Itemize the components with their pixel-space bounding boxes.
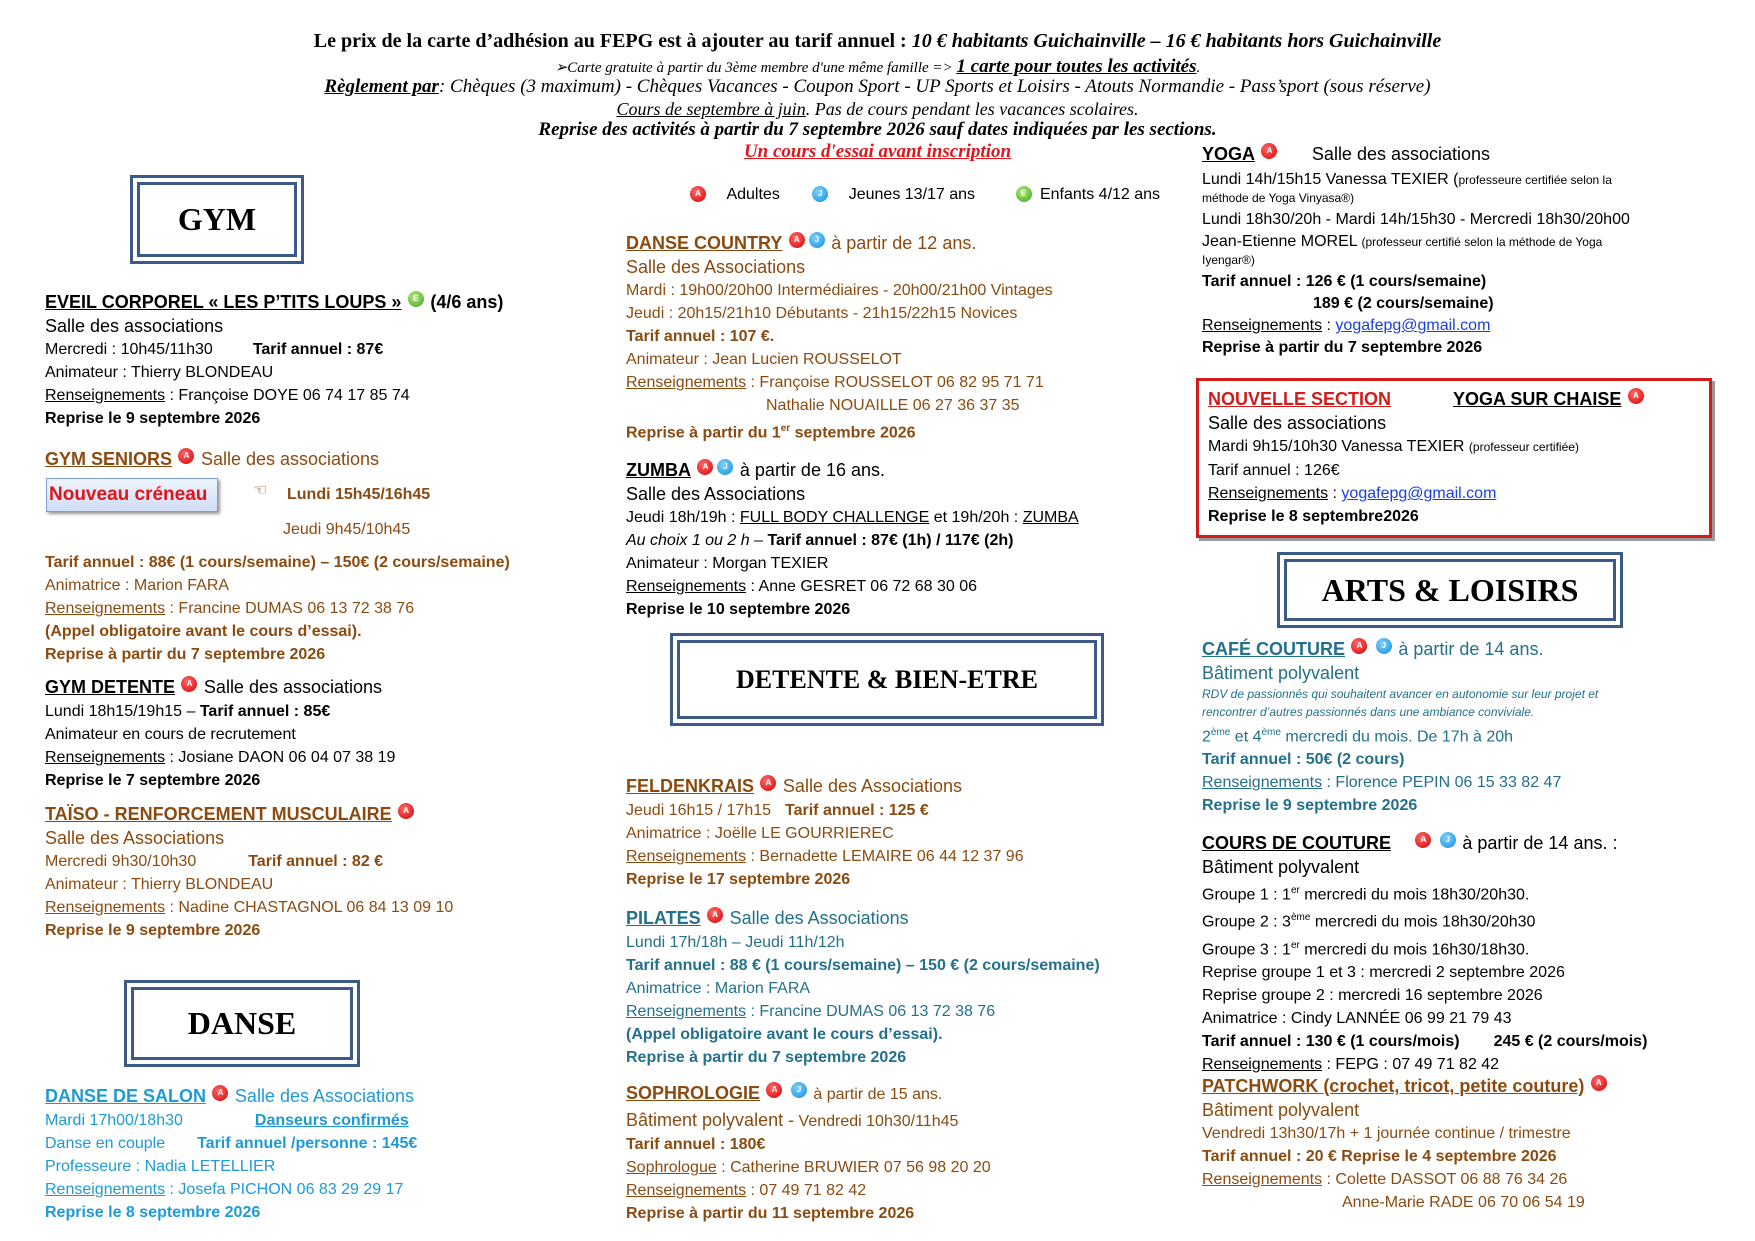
gym-detente-tarif: Tarif annuel : 85€	[199, 703, 331, 720]
salon-couple: Danse en couple	[45, 1135, 166, 1152]
adult-badge-icon: A	[690, 186, 706, 202]
eveil-salle: Salle des associations	[45, 316, 224, 336]
couture-tarif-1: Tarif annuel : 130 € (1 cours/mois)	[1202, 1032, 1460, 1050]
yoga-cert-2b: Iyengar®)	[1202, 253, 1255, 267]
gym-detente-reprise: Reprise le 7 septembre 2026	[45, 772, 261, 789]
chaise-tarif: Tarif annuel : 126€	[1208, 462, 1340, 479]
eveil-contact: : Françoise DOYE 06 74 17 85 74	[165, 387, 410, 404]
country-reprise-text: Reprise à partir du 1	[626, 424, 781, 442]
gym-detente-salle: Salle des associations	[203, 677, 383, 697]
eveil-animateur: Animateur : Thierry BLONDEAU	[45, 364, 274, 381]
cafe-desc-1: RDV de passionnés qui souhaitent avancer en autonomie sur leur projet et	[1202, 687, 1599, 701]
eveil-reprise: Reprise le 9 septembre 2026	[45, 410, 261, 427]
adult-badge-icon: A	[760, 775, 776, 791]
arts-section-title: ARTS & LOISIRS	[1277, 552, 1623, 628]
child-badge-icon: E	[408, 291, 424, 307]
patchwork-contact-1: : Colette DASSOT 06 88 76 34 26	[1322, 1171, 1568, 1188]
sophro-salle: Bâtiment polyvalent -	[626, 1110, 795, 1130]
feldenkrais-section	[626, 775, 1024, 891]
chaise-reprise: Reprise le 8 septembre2026	[1208, 508, 1419, 525]
rens-label: Renseignements	[1202, 317, 1323, 334]
yoga-salle: Salle des associations	[1311, 144, 1491, 164]
country-animateur: Animateur : Jean Lucien ROUSSELOT	[626, 351, 902, 368]
patchwork-section	[1202, 1075, 1609, 1214]
rens-label: Renseignements	[626, 578, 747, 595]
gym-detente-horaire: Lundi 18h15/19h15 –	[45, 703, 196, 720]
payment-label: Règlement par	[324, 76, 439, 97]
legend-enfants: Enfants 4/12 ans	[1039, 186, 1161, 203]
rens-label: Renseignements	[45, 387, 166, 404]
country-reprise	[626, 417, 1053, 444]
youth-badge-icon: J	[791, 1082, 807, 1098]
feldenkrais-reprise: Reprise le 17 septembre 2026	[626, 871, 851, 888]
country-horaire-mardi: Mardi : 19h00/20h00 Intermédiaires - 20h00/21h00 Vintages	[626, 282, 1053, 299]
chaise-cert: (professeur certifiée)	[1468, 440, 1579, 454]
taiso-section	[45, 803, 453, 942]
nouveau-creneau-label: Nouveau créneau	[49, 484, 208, 505]
couture-animatrice: Animatrice : Cindy LANNÉE 06 99 21 79 43	[1202, 1009, 1512, 1027]
gym-seniors-title: GYM SENIORS	[45, 449, 173, 469]
youth-badge-icon: J	[812, 186, 828, 202]
cafe-age: à partir de 14 ans.	[1398, 639, 1544, 659]
header-reprise: Reprise des activités à partir du 7 septembre 2026 sauf dates indiquées par les sections.	[538, 119, 1217, 140]
couture-g2-label: Groupe 2 : 3	[1202, 913, 1291, 931]
cours-couture-section	[1202, 832, 1647, 1076]
feldenkrais-tarif: Tarif annuel : 125 €	[785, 802, 929, 819]
couture-tarif-2: 245 € (2 cours/mois)	[1493, 1032, 1648, 1050]
sophro-contact: : 07 49 71 82 42	[746, 1182, 867, 1199]
sophro-reprise: Reprise à partir du 11 septembre 2026	[626, 1205, 915, 1222]
header-prices: 10 € habitants Guichainville – 16 € habitants hors Guichainville	[911, 30, 1442, 52]
rens-label: Renseignements	[45, 600, 166, 617]
pilates-reprise: Reprise à partir du 7 septembre 2026	[626, 1049, 907, 1066]
rens-label: Renseignements	[1208, 485, 1329, 502]
salon-horaire: Mardi 17h00/18h30	[45, 1112, 183, 1129]
gym-detente-animateur: Animateur en cours de recrutement	[45, 726, 296, 743]
taiso-reprise: Reprise le 9 septembre 2026	[45, 922, 261, 939]
nouvelle-section-label: NOUVELLE SECTION	[1208, 389, 1392, 409]
eveil-tarif: Tarif annuel : 87€	[252, 341, 384, 358]
country-tarif: Tarif annuel : 107 €.	[626, 328, 775, 345]
youth-badge-icon: J	[717, 459, 733, 475]
nouveau-creneau-badge	[46, 478, 218, 512]
patchwork-tarif: Tarif annuel : 20 € Reprise le 4 septembre 2026	[1202, 1148, 1557, 1165]
rens-label: Renseignements	[626, 374, 747, 391]
sophro-professeur: : Catherine BRUWIER 07 56 98 20 20	[716, 1159, 991, 1176]
pilates-salle: Salle des Associations	[729, 908, 909, 928]
couture-title: COURS DE COUTURE	[1202, 833, 1392, 853]
patchwork-title: PATCHWORK (crochet, tricot, petite couture)	[1202, 1076, 1585, 1096]
pilates-horaire: Lundi 17h/18h – Jeudi 11h/12h	[626, 934, 845, 951]
pilates-title: PILATES	[626, 908, 701, 928]
salon-professeure: Professeure : Nadia LETELLIER	[45, 1158, 276, 1175]
danse-salon-section	[45, 1085, 417, 1224]
yoga-cert-1: professeure certifiée selon la	[1458, 173, 1612, 187]
gym-seniors-salle: Salle des associations	[200, 449, 380, 469]
zumba-title: ZUMBA	[626, 460, 691, 480]
adult-badge-icon: A	[181, 676, 197, 692]
zumba-contact: : Anne GESRET 06 72 68 30 06	[746, 578, 978, 595]
detente-section-title: DETENTE & BIEN-ETRE	[670, 633, 1104, 726]
cafe-tarif: Tarif annuel : 50€ (2 cours)	[1202, 751, 1405, 769]
country-reprise-sup: er	[780, 423, 791, 434]
adult-badge-icon: A	[178, 448, 194, 464]
cafe-date-b: et 4	[1230, 728, 1262, 746]
country-reprise-date: septembre 2026	[790, 424, 916, 442]
feldenkrais-horaire: Jeudi 16h15 / 17h15	[626, 802, 772, 819]
pilates-appel: (Appel obligatoire avant le cours d’essai).	[626, 1026, 943, 1043]
country-title: DANSE COUNTRY	[626, 233, 783, 253]
adult-badge-icon: A	[212, 1085, 228, 1101]
eveil-horaire: Mercredi : 10h45/11h30	[45, 341, 213, 358]
chaise-horaire: Mardi 9h15/10h30 Vanessa TEXIER	[1208, 438, 1469, 455]
yoga-reprise: Reprise à partir du 7 septembre 2026	[1202, 339, 1483, 356]
patchwork-contact-2: Anne-Marie RADE 06 70 06 54 19	[1342, 1194, 1585, 1211]
season-text: Cours de septembre à juin	[616, 99, 806, 119]
country-contact-1: : Françoise ROUSSELOT 06 82 95 71 71	[746, 374, 1044, 391]
rens-label: Renseignements	[626, 848, 747, 865]
couture-reprise-2: Reprise groupe 2 : mercredi 16 septembre 2026	[1202, 986, 1543, 1004]
yoga-section	[1202, 143, 1630, 359]
cafe-reprise: Reprise le 9 septembre 2026	[1202, 797, 1418, 815]
gym-seniors-reprise: Reprise à partir du 7 septembre 2026	[45, 646, 326, 663]
gym-seniors-contact: : Francine DUMAS 06 13 72 38 76	[165, 600, 415, 617]
pointing-hand-icon: ☜	[253, 482, 268, 499]
couture-g3-horaire: mercredi du mois 16h30/18h30.	[1299, 940, 1530, 958]
taiso-animateur: Animateur : Thierry BLONDEAU	[45, 876, 274, 893]
patchwork-horaire: Vendredi 13h30/17h + 1 journée continue / trimestre	[1202, 1125, 1571, 1142]
adult-badge-icon: A	[766, 1082, 782, 1098]
yoga-chaise-section	[1208, 388, 1646, 528]
payment-methods: : Chèques (3 maximum) - Chèques Vacances - Coupon Sport - UP Sports et Loisirs - Atouts Normandie - Pass’sport (sous réserve)	[438, 76, 1431, 97]
rens-sep: :	[1322, 317, 1336, 334]
feldenkrais-title: FELDENKRAIS	[626, 776, 755, 796]
cafe-salle: Bâtiment polyvalent	[1202, 663, 1360, 683]
country-horaire-jeudi: Jeudi : 20h15/21h10 Débutants - 21h15/22h15 Novices	[626, 305, 1018, 322]
couture-g2-horaire: mercredi du mois 18h30/20h30	[1310, 913, 1536, 931]
zumba-and: et 19h/20h :	[929, 509, 1023, 526]
gym-detente-title: GYM DETENTE	[45, 677, 176, 697]
sophrologue-label: Sophrologue	[626, 1159, 717, 1176]
header-line-1	[0, 30, 1755, 53]
rens-sep: :	[1328, 485, 1342, 502]
yoga-cours-2: Lundi 18h30/20h - Mardi 14h/15h30 - Mercredi 18h30/20h00	[1202, 211, 1630, 228]
couture-g2-sup: ème	[1290, 912, 1311, 924]
zumba-animateur: Animateur : Morgan TEXIER	[626, 555, 829, 572]
country-salle: Salle des Associations	[626, 257, 806, 277]
feldenkrais-contact: : Bernadette LEMAIRE 06 44 12 37 96	[746, 848, 1024, 865]
couture-g3-sup: er	[1290, 939, 1300, 951]
yoga-tarif-1: Tarif annuel : 126 € (1 cours/semaine)	[1202, 273, 1487, 290]
gym-seniors-section	[45, 448, 379, 472]
sophro-tarif: Tarif annuel : 180€	[626, 1136, 766, 1153]
country-contact-2: Nathalie NOUAILLE 06 27 36 37 35	[766, 397, 1020, 414]
cafe-couture-section	[1202, 638, 1598, 817]
child-badge-icon: E	[1016, 186, 1032, 202]
salon-title: DANSE DE SALON	[45, 1086, 207, 1106]
header-line-4	[0, 99, 1755, 120]
zumba-age: à partir de 16 ans.	[739, 460, 885, 480]
zumba-fullbody: FULL BODY CHALLENGE	[739, 509, 930, 526]
salon-salle: Salle des Associations	[234, 1086, 415, 1106]
salon-niveau: Danseurs confirmés	[254, 1112, 409, 1129]
age-legend	[688, 186, 1160, 204]
chaise-title: YOGA SUR CHAISE	[1453, 389, 1622, 409]
pilates-animatrice: Animatrice : Marion FARA	[626, 980, 811, 997]
taiso-contact: : Nadine CHASTAGNOL 06 84 13 09 10	[165, 899, 454, 916]
adult-badge-icon: A	[697, 459, 713, 475]
header-line-3	[0, 76, 1755, 98]
adult-badge-icon: A	[398, 803, 414, 819]
salon-tarif: Tarif annuel /personne : 145€	[197, 1135, 418, 1152]
salon-reprise: Reprise le 8 septembre 2026	[45, 1204, 261, 1221]
couture-g3-label: Groupe 3 : 1	[1202, 940, 1291, 958]
cafe-contact: : Florence PEPIN 06 15 33 82 47	[1322, 774, 1562, 792]
youth-badge-icon: J	[1440, 832, 1456, 848]
chaise-salle: Salle des associations	[1208, 413, 1387, 433]
adult-badge-icon: A	[1415, 832, 1431, 848]
yoga-title: YOGA	[1202, 144, 1256, 164]
rens-label: Renseignements	[1202, 774, 1323, 792]
cafe-sup-1: ème	[1210, 727, 1231, 738]
yoga-cert-1b: méthode de Yoga Vinyasa®)	[1202, 191, 1355, 205]
zumba-salle: Salle des Associations	[626, 484, 806, 504]
yoga-cours-1: Lundi 14h/15h15 Vanessa TEXIER (	[1202, 171, 1459, 188]
country-section	[626, 232, 1053, 444]
cafe-desc-2: rencontrer d’autres passionnés dans une ambiance conviviale.	[1202, 705, 1535, 719]
sophrologie-section	[626, 1082, 991, 1225]
rens-label: Renseignements	[1202, 1055, 1323, 1073]
patchwork-salle: Bâtiment polyvalent	[1202, 1100, 1360, 1120]
gym-seniors-creneau-1: Lundi 15h45/16h45	[287, 486, 431, 503]
rens-label: Renseignements	[1202, 1171, 1323, 1188]
header-family-note: ➢Carte gratuite à partir du 3ème membre d'une même famille =>	[554, 60, 953, 76]
legend-adultes: Adultes	[726, 186, 780, 203]
cafe-title: CAFÉ COUTURE	[1202, 639, 1345, 659]
eveil-title: EVEIL CORPOREL « LES P’TITS LOUPS »	[45, 292, 402, 312]
adult-badge-icon: A	[1351, 638, 1367, 654]
gym-seniors-tarif: Tarif annuel : 88€ (1 cours/semaine) – 150€ (2 cours/semaine)	[45, 554, 510, 571]
feldenkrais-animatrice: Animatrice : Joëlle LE GOURRIEREC	[626, 825, 894, 842]
sophro-age: à partir de 15 ans.	[813, 1086, 943, 1103]
salon-contact: : Josefa PICHON 06 83 29 29 17	[165, 1181, 404, 1198]
cafe-sup-2: ème	[1261, 727, 1281, 738]
gym-seniors-details	[45, 551, 510, 666]
danse-section-title: DANSE	[124, 980, 360, 1067]
header-one-card: 1 carte pour toutes les activités	[956, 56, 1197, 77]
yoga-tarif-2: 189 € (2 cours/semaine)	[1313, 295, 1494, 312]
zumba-section	[626, 459, 1079, 621]
zumba-jeudi: Jeudi 18h/19h :	[626, 509, 740, 526]
rens-label: Renseignements	[45, 749, 166, 766]
yoga-prof-2: Jean-Etienne MOREL	[1202, 233, 1362, 250]
cafe-date-a: 2	[1202, 728, 1211, 746]
zumba-reprise: Reprise le 10 septembre 2026	[626, 601, 851, 618]
legend-jeunes: Jeunes 13/17 ans	[848, 186, 976, 203]
gym-seniors-appel: (Appel obligatoire avant le cours d’essai).	[45, 623, 362, 640]
couture-age: à partir de 14 ans. :	[1462, 833, 1618, 853]
holiday-note: . Pas de cours pendant les vacances scolaires.	[805, 99, 1139, 119]
youth-badge-icon: J	[809, 232, 825, 248]
country-age: à partir de 12 ans.	[831, 233, 977, 253]
taiso-horaire: Mercredi 9h30/10h30	[45, 853, 197, 870]
adult-badge-icon: A	[1261, 143, 1277, 159]
sophro-title: SOPHROLOGIE	[626, 1083, 761, 1103]
couture-g1-horaire: mercredi du mois 18h30/20h30.	[1299, 886, 1530, 904]
taiso-salle: Salle des Associations	[45, 828, 225, 848]
gym-detente-section	[45, 676, 395, 792]
adult-badge-icon: A	[789, 232, 805, 248]
rens-label: Renseignements	[626, 1182, 747, 1199]
rens-label: Renseignements	[45, 1181, 166, 1198]
youth-badge-icon: J	[1376, 638, 1392, 654]
gym-seniors-animatrice: Animatrice : Marion FARA	[45, 577, 230, 594]
eveil-section	[45, 291, 503, 430]
feldenkrais-salle: Salle des Associations	[782, 776, 963, 796]
yoga-email-link[interactable]: yogafepg@gmail.com	[1335, 317, 1491, 334]
cafe-date-c: mercredi du mois. De 17h à 20h	[1280, 728, 1514, 746]
couture-salle: Bâtiment polyvalent	[1202, 857, 1360, 877]
taiso-tarif: Tarif annuel : 82 €	[248, 853, 384, 870]
yoga-cert-2: (professeur certifié selon la méthode de Yoga	[1361, 235, 1603, 249]
chaise-email-link[interactable]: yogafepg@gmail.com	[1341, 485, 1497, 502]
pilates-contact: : Francine DUMAS 06 13 72 38 76	[746, 1003, 996, 1020]
adult-badge-icon: A	[707, 907, 723, 923]
pilates-tarif: Tarif annuel : 88 € (1 cours/semaine) – 150 € (2 cours/semaine)	[626, 957, 1100, 974]
couture-reprise-1: Reprise groupe 1 et 3 : mercredi 2 septembre 2026	[1202, 963, 1565, 981]
zumba-tarif: Tarif annuel : 87€ (1h) / 117€ (2h)	[767, 532, 1014, 549]
couture-contact: : FEPG : 07 49 71 82 42	[1322, 1055, 1500, 1073]
zumba-zumba: ZUMBA	[1022, 509, 1079, 526]
rens-label: Renseignements	[626, 1003, 747, 1020]
couture-g1-sup: er	[1290, 885, 1300, 896]
zumba-choix: Au choix 1 ou 2 h –	[626, 532, 763, 549]
trial-notice: Un cours d'essai avant inscription	[743, 141, 1012, 162]
adult-badge-icon: A	[1591, 1075, 1607, 1091]
couture-g1-label: Groupe 1 : 1	[1202, 886, 1291, 904]
header-line-2: ➢Carte gratuite à partir du 3ème membre d'une même famille => 1 carte pour toutes les activités.	[554, 56, 1201, 77]
eveil-age: (4/6 ans)	[430, 292, 504, 312]
pilates-section	[626, 907, 1100, 1069]
rens-label: Renseignements	[45, 899, 166, 916]
gym-detente-contact: : Josiane DAON 06 04 07 38 19	[165, 749, 396, 766]
header-text: Le prix de la carte d’adhésion au FEPG est à ajouter au tarif annuel :	[313, 30, 907, 52]
gym-section-title: GYM	[130, 175, 304, 264]
gym-seniors-creneau-2: Jeudi 9h45/10h45	[283, 521, 411, 538]
taiso-title: TAÏSO - RENFORCEMENT MUSCULAIRE	[45, 804, 392, 824]
adult-badge-icon: A	[1628, 388, 1644, 404]
sophro-horaire: Vendredi 10h30/11h45	[794, 1113, 959, 1130]
